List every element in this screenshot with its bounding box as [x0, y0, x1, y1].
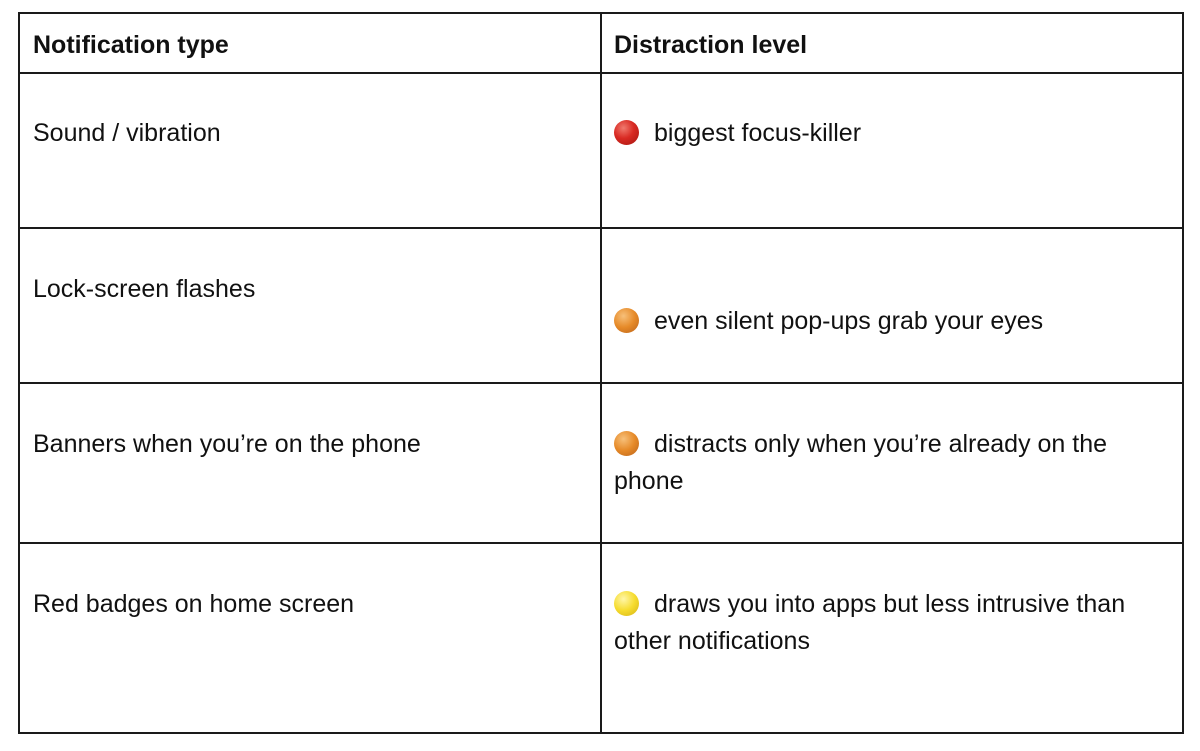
- table-row-3-type: Banners when you’re on the phone: [33, 430, 421, 458]
- table-row-3-level-text: distracts only when you’re already on the phone: [614, 430, 1108, 495]
- table-row-2-type: Lock-screen flashes: [33, 275, 256, 303]
- row-divider: [20, 227, 1182, 229]
- table-row-1-level-text: biggest focus-killer: [654, 119, 862, 147]
- header-notification-type: Notification type: [33, 31, 229, 59]
- column-divider: [600, 14, 602, 732]
- table-row-4-level-text: draws you into apps but less intrusive than other notifications: [614, 590, 1126, 655]
- table-row-2-level: [614, 303, 1174, 340]
- row-divider: [20, 382, 1182, 384]
- header-distraction-level: Distraction level: [614, 31, 808, 59]
- table-row-1-level: [614, 115, 1174, 152]
- yellow-circle-icon: [614, 591, 639, 616]
- orange-circle-icon: [614, 431, 639, 456]
- table-row-3-level: [614, 426, 1174, 500]
- table-row-4-level: [614, 586, 1174, 660]
- orange-circle-icon: [614, 308, 639, 333]
- row-divider: [20, 72, 1182, 74]
- notification-table: [18, 12, 1184, 734]
- table-row-2-level-text: even silent pop-ups grab your eyes: [654, 307, 1044, 335]
- red-circle-icon: [614, 120, 639, 145]
- table-row-1-type: Sound / vibration: [33, 119, 221, 147]
- table-row-4-type: Red badges on home screen: [33, 590, 355, 618]
- row-divider: [20, 542, 1182, 544]
